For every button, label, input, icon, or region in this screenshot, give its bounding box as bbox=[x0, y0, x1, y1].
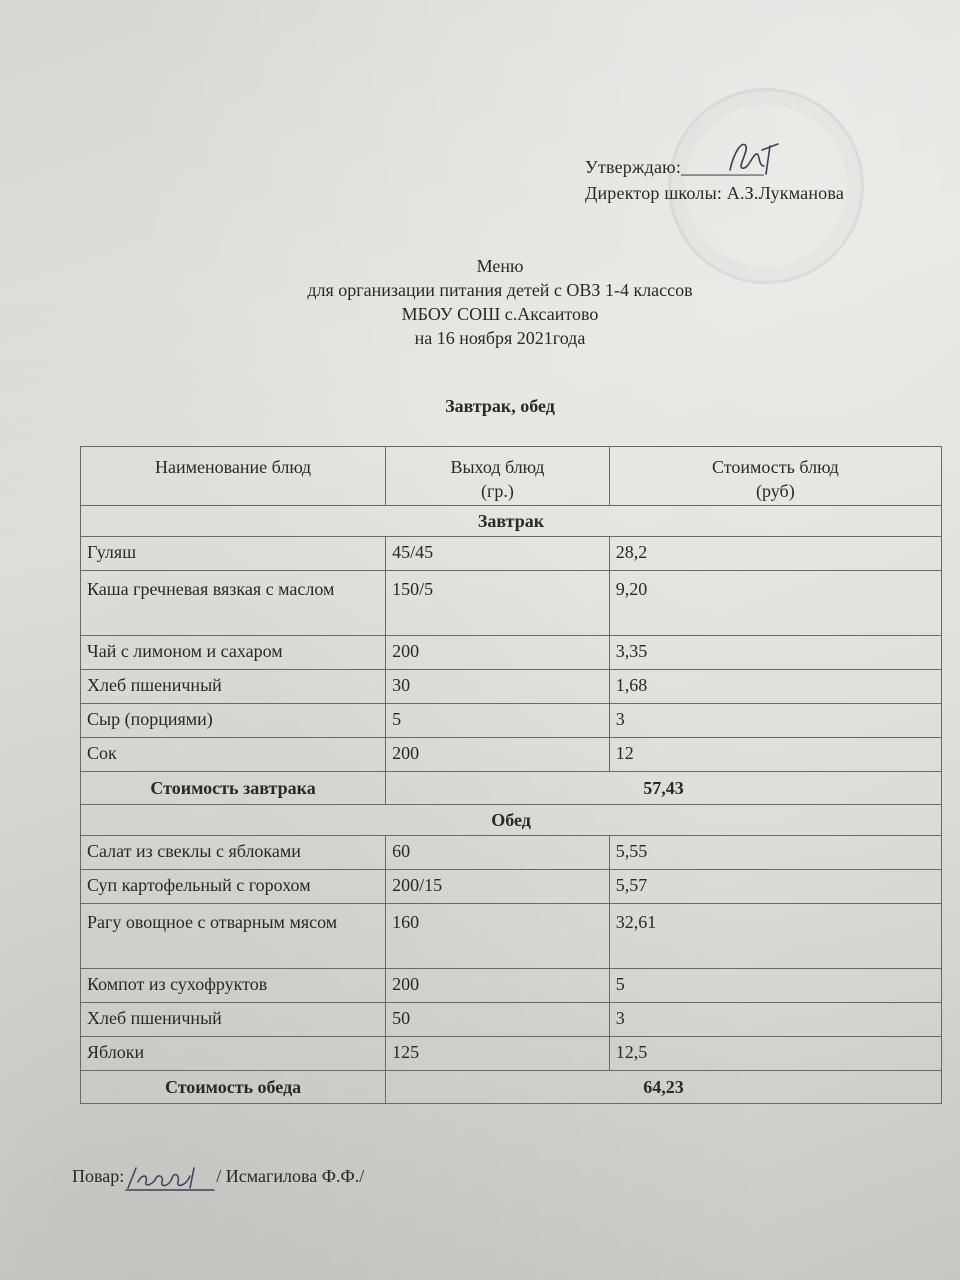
cook-signature bbox=[124, 1164, 216, 1192]
breakfast-section-row bbox=[81, 506, 942, 537]
header-date: на 16 ноября 2021года bbox=[414, 328, 586, 348]
dish-price: 3,35 bbox=[609, 636, 941, 670]
table-row bbox=[81, 537, 942, 571]
table-row bbox=[81, 670, 942, 704]
dish-weight: 30 bbox=[386, 670, 610, 704]
page-title: Меню bbox=[476, 256, 524, 276]
dish-name: Гуляш bbox=[81, 537, 386, 571]
lunch-section-row bbox=[81, 805, 942, 836]
dish-weight: 200 bbox=[386, 738, 610, 772]
col-dish-name-header: Наименование блюд bbox=[81, 447, 386, 506]
cook-label: Повар: bbox=[72, 1166, 125, 1187]
lunch-section-title: Обед bbox=[81, 805, 942, 836]
dish-weight: 60 bbox=[386, 836, 610, 870]
dish-name: Хлеб пшеничный bbox=[81, 1003, 386, 1037]
col-weight-title: Выход блюд bbox=[450, 457, 545, 477]
dish-price: 5,57 bbox=[609, 870, 941, 904]
cook-signature-line bbox=[72, 1164, 364, 1192]
table-header-row bbox=[81, 447, 942, 506]
cook-name: / Исмагилова Ф.Ф./ bbox=[216, 1166, 365, 1187]
dish-price: 5 bbox=[609, 969, 941, 1003]
col-price-unit: (руб) bbox=[756, 481, 795, 501]
lunch-total-label: Стоимость обеда bbox=[81, 1071, 386, 1104]
dish-price: 12,5 bbox=[609, 1037, 941, 1071]
dish-weight: 160 bbox=[386, 904, 610, 969]
dish-name: Яблоки bbox=[81, 1037, 386, 1071]
lunch-total-value: 64,23 bbox=[386, 1071, 942, 1104]
dish-price: 5,55 bbox=[609, 836, 941, 870]
lunch-total-row bbox=[81, 1071, 942, 1104]
dish-price: 32,61 bbox=[609, 904, 941, 969]
breakfast-section-title: Завтрак bbox=[81, 506, 942, 537]
table-row bbox=[81, 904, 942, 969]
col-price-header bbox=[609, 447, 941, 506]
director-line: Директор школы: А.З.Лукманова bbox=[585, 183, 845, 203]
dish-name: Сок bbox=[81, 738, 386, 772]
dish-weight: 150/5 bbox=[386, 571, 610, 636]
header-school: МБОУ СОШ с.Аксаитово bbox=[401, 304, 599, 324]
dish-price: 1,68 bbox=[609, 670, 941, 704]
dish-name: Компот из сухофруктов bbox=[81, 969, 386, 1003]
dish-weight: 50 bbox=[386, 1003, 610, 1037]
col-weight-unit: (гр.) bbox=[480, 481, 514, 501]
dish-price: 9,20 bbox=[609, 571, 941, 636]
breakfast-total-value: 57,43 bbox=[386, 772, 942, 805]
col-price-title: Стоимость блюд bbox=[711, 457, 839, 477]
breakfast-total-row bbox=[81, 772, 942, 805]
table-row bbox=[81, 704, 942, 738]
dish-name: Сыр (порциями) bbox=[81, 704, 386, 738]
dish-price: 28,2 bbox=[609, 537, 941, 571]
dish-name: Хлеб пшеничный bbox=[81, 670, 386, 704]
table-row bbox=[81, 1037, 942, 1071]
dish-name: Салат из свеклы с яблоками bbox=[81, 836, 386, 870]
table-row bbox=[81, 738, 942, 772]
dish-weight: 5 bbox=[386, 704, 610, 738]
table-row bbox=[81, 836, 942, 870]
dish-name: Рагу овощное с отварным мясом bbox=[81, 904, 386, 969]
table-row bbox=[81, 969, 942, 1003]
dish-weight: 200 bbox=[386, 969, 610, 1003]
table-row bbox=[81, 636, 942, 670]
dish-name: Чай с лимоном и сахаром bbox=[81, 636, 386, 670]
dish-weight: 200/15 bbox=[386, 870, 610, 904]
table-row bbox=[81, 1003, 942, 1037]
table-row bbox=[81, 571, 942, 636]
dish-weight: 45/45 bbox=[386, 537, 610, 571]
dish-weight: 200 bbox=[386, 636, 610, 670]
dish-price: 3 bbox=[609, 704, 941, 738]
dish-name: Каша гречневая вязкая с маслом bbox=[81, 571, 386, 636]
approval-block bbox=[585, 154, 844, 206]
col-weight-header bbox=[386, 447, 610, 506]
document-header bbox=[200, 254, 800, 350]
menu-table bbox=[80, 446, 942, 1104]
table-row bbox=[81, 870, 942, 904]
dish-price: 12 bbox=[609, 738, 941, 772]
approval-line: Утверждаю:_________ bbox=[585, 157, 764, 177]
meals-subtitle: Завтрак, обед bbox=[445, 396, 555, 416]
dish-price: 3 bbox=[609, 1003, 941, 1037]
breakfast-total-label: Стоимость завтрака bbox=[81, 772, 386, 805]
header-purpose: для организации питания детей с ОВЗ 1-4 классов bbox=[307, 280, 693, 300]
dish-name: Суп картофельный с горохом bbox=[81, 870, 386, 904]
dish-weight: 125 bbox=[386, 1037, 610, 1071]
